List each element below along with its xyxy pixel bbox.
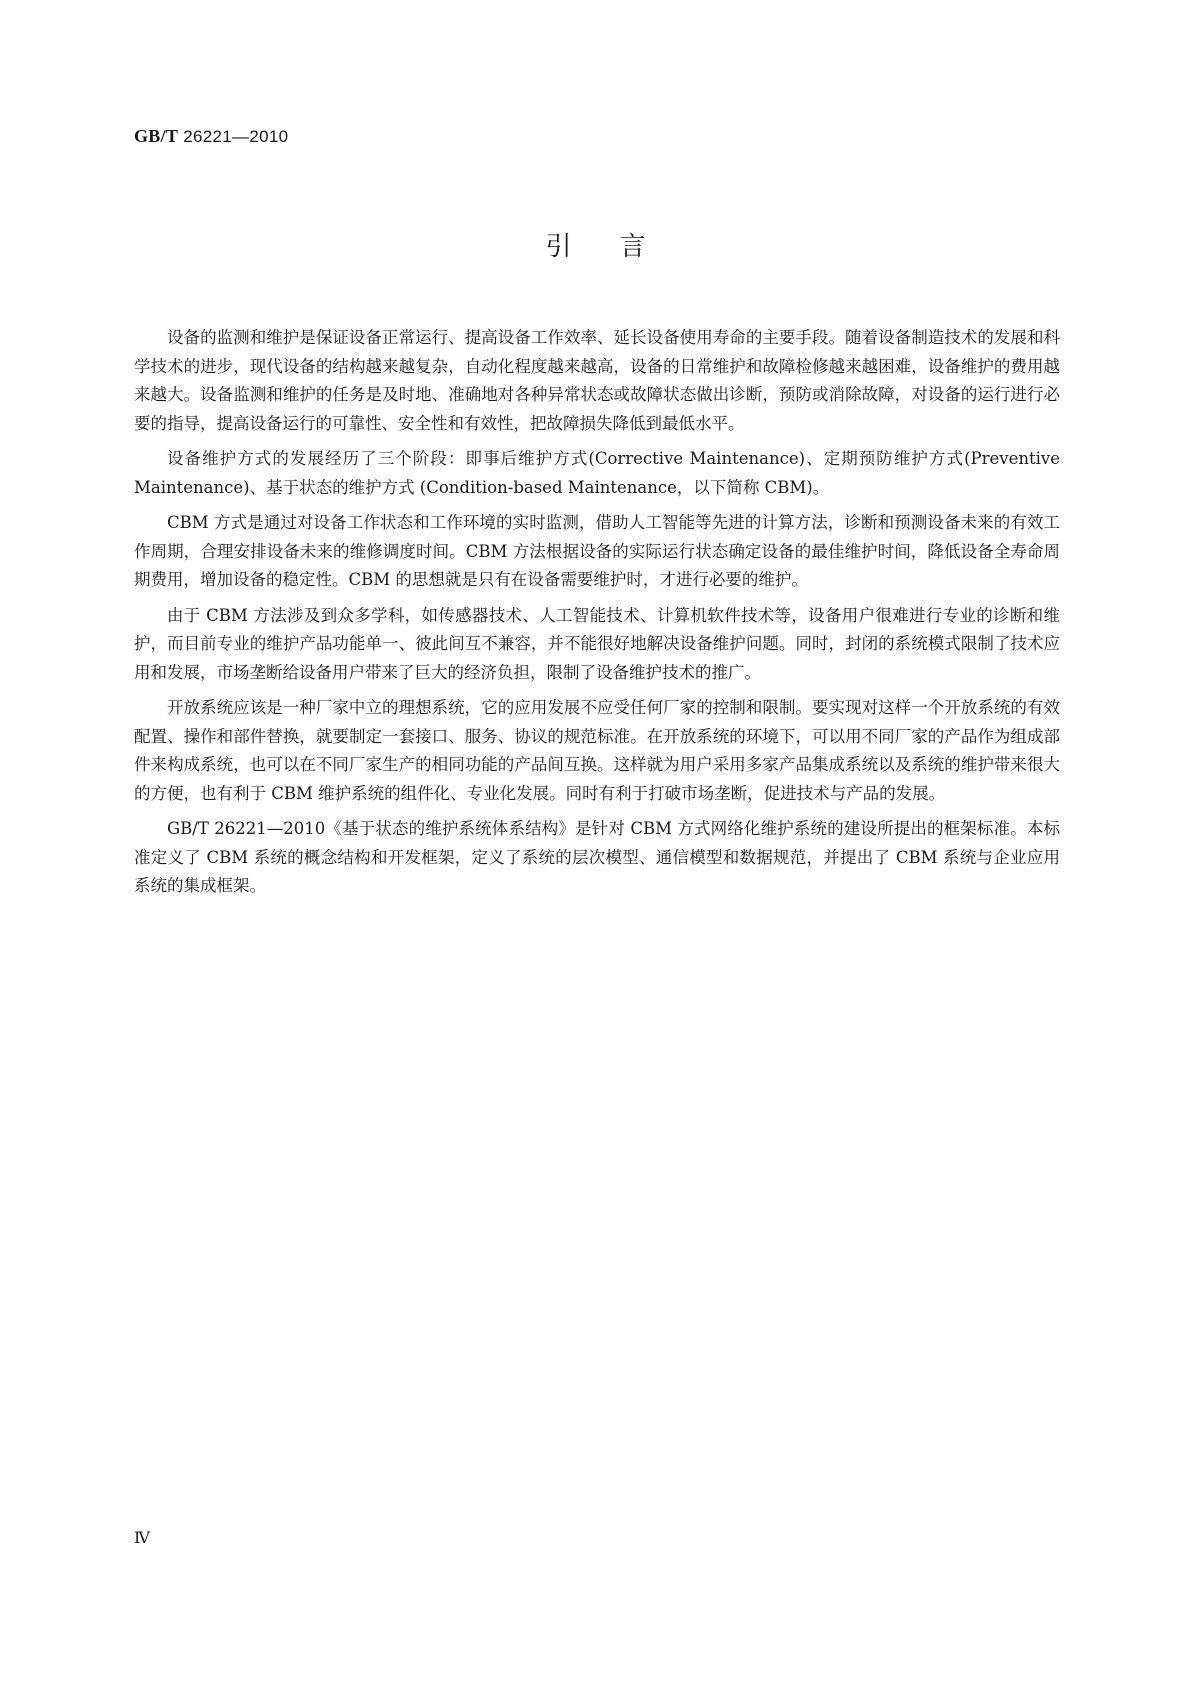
standard-code-prefix: GB/T — [134, 126, 179, 146]
paragraph-6: GB/T 26221—2010《基于状态的维护系统体系结构》是针对 CBM 方式网络化维护系统的建设所提出的框架标准。本标准定义了 CBM 系统的概念结构和开发框架，定义了系统的层次模型、通信模型和数据规范，并提出了 CBM 系统与企业应用系统的集成框架。 — [134, 819, 1060, 895]
paragraph-3: CBM 方式是通过对设备工作状态和工作环境的实时监测，借助人工智能等先进的计算方法，诊断和预测设备未来的有效工作周期，合理安排设备未来的维修调度时间。CBM 方法根据设备的实际运行状态确定设备的最佳维护时间，降低设备全寿命周期费用，增加设备的稳定性。CBM 的思想就是只有在设备需要维护时，才进行必要的维护。 — [134, 513, 1060, 589]
introduction-body — [134, 324, 1060, 908]
page-title: 引言 — [545, 232, 694, 262]
paragraph-2: 设备维护方式的发展经历了三个阶段：即事后维护方式(Corrective Maintenance)、定期预防维护方式(Preventive Maintenance)、基于状态的维护方式 (Condition-based Maintenance，以下简称 CBM)。 — [134, 449, 1060, 497]
page-number: Ⅳ — [134, 1530, 150, 1547]
paragraph-5: 开放系统应该是一种厂家中立的理想系统，它的应用发展不应受任何厂家的控制和限制。要实现对这样一个开放系统的有效配置、操作和部件替换，就要制定一套接口、服务、协议的规范标准。在开放系统的环境下，可以用不同厂家的产品作为组成部件来构成系统，也可以在不同厂家生产的相同功能的产品间互换。这样就为用户采用多家产品集成系统以及系统的维护带来很大的方便，也有利于 CBM 维护系统的组件化、专业化发展。同时有利于打破市场垄断，促进技术与产品的发展。 — [134, 698, 1060, 803]
paragraph-1: 设备的监测和维护是保证设备正常运行、提高设备工作效率、延长设备使用寿命的主要手段。随着设备制造技术的发展和科学技术的进步，现代设备的结构越来越复杂，自动化程度越来越高，设备的日常维护和故障检修越来越困难，设备维护的费用越来越大。设备监测和维护的任务是及时地、准确地对各种异常状态或故障状态做出诊断，预防或消除故障，对设备的运行进行必要的指导，提高设备运行的可靠性、安全性和有效性，把故障损失降低到最低水平。 — [134, 328, 1060, 433]
standard-code-number: 26221—2010 — [178, 127, 289, 146]
paragraph-4: 由于 CBM 方法涉及到众多学科，如传感器技术、人工智能技术、计算机软件技术等，设备用户很难进行专业的诊断和维护，而目前专业的维护产品功能单一、彼此间互不兼容，并不能很好地解决设备维护问题。同时，封闭的系统模式限制了技术应用和发展，市场垄断给设备用户带来了巨大的经济负担，限制了设备维护技术的推广。 — [134, 605, 1060, 682]
standard-code-header — [134, 126, 288, 147]
